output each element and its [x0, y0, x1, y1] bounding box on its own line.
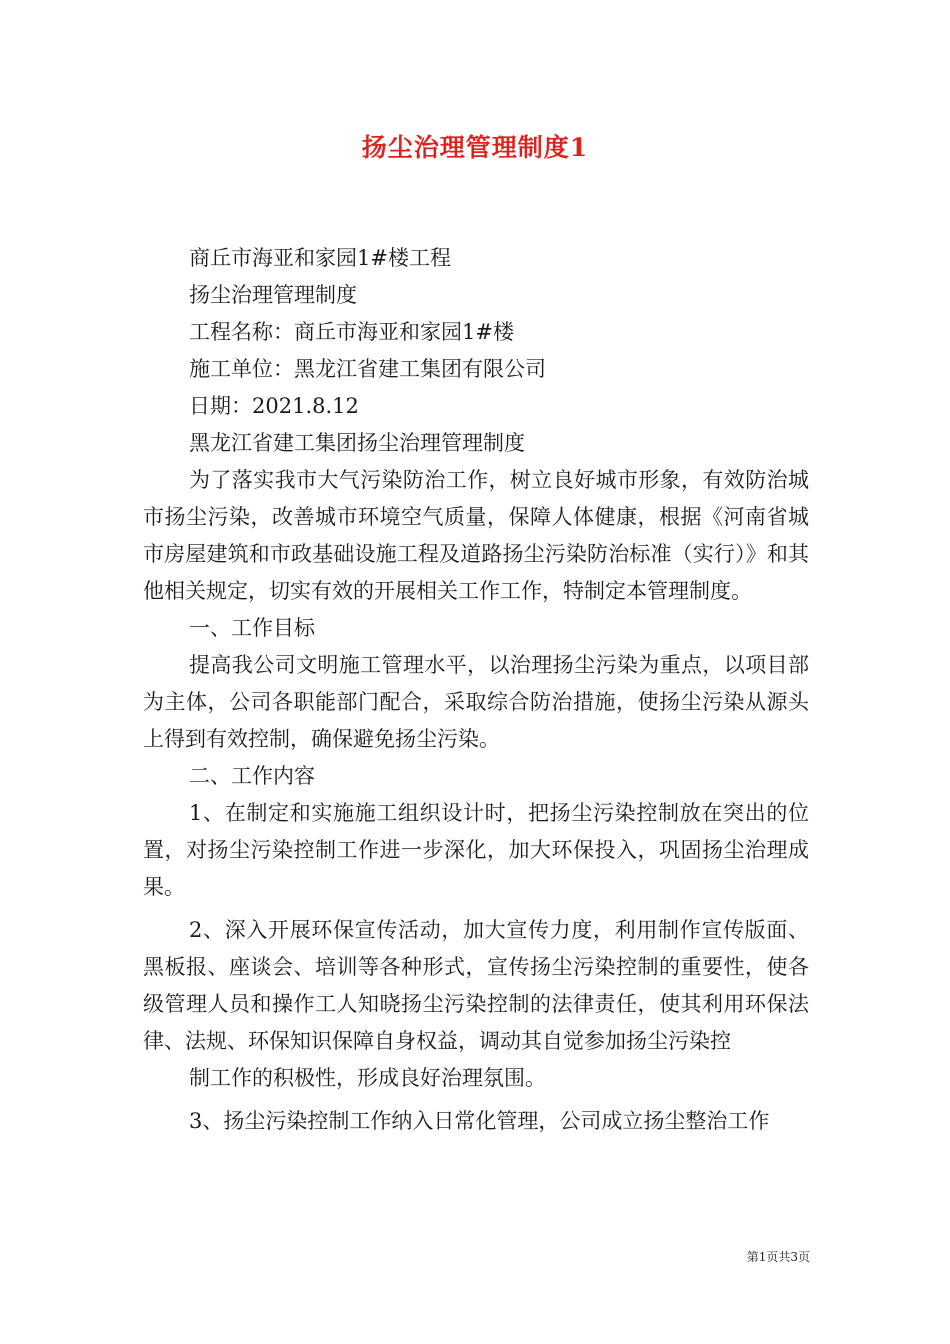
item-1: 1、在制定和实施施工组织设计时，把扬尘污染控制放在突出的位置，对扬尘污染控制工作进一步深化，加大环保投入，巩固扬尘治理成果。 — [143, 801, 809, 899]
document-date: 日期：2021.8.12 — [189, 394, 359, 418]
section1-body: 提高我公司文明施工管理水平，以治理扬尘污染为重点，以项目部为主体，公司各职能部门配合，采取综合防治措施，使扬尘污染从源头上得到有效控制，确保避免扬尘污染。 — [143, 653, 809, 751]
item-2-continuation: 制工作的积极性，形成良好治理氛围。 — [189, 1066, 546, 1090]
project-line: 商丘市海亚和家园1#楼工程 — [189, 246, 451, 270]
section1-heading: 一、工作目标 — [189, 616, 315, 640]
page-number: 第1页共3页 — [746, 1250, 810, 1264]
item-3: 3、扬尘污染控制工作纳入日常化管理，公司成立扬尘整治工作 — [189, 1109, 770, 1133]
project-name: 工程名称：商丘市海亚和家园1#楼 — [189, 320, 514, 344]
document-title: 扬尘治理管理制度1 — [361, 133, 589, 162]
contractor: 施工单位：黑龙江省建工集团有限公司 — [189, 357, 546, 381]
item-2: 2、深入开展环保宣传活动，加大宣传力度，利用制作宣传版面、黑板报、座谈会、培训等各种形式，宣传扬尘污染控制的重要性，使各级管理人员和操作工人知晓扬尘污染控制的法律责任，使其利用环保法律、法规、环保知识保障自身权益，调动其自觉参加扬尘污染控 — [143, 918, 809, 1053]
intro-paragraph: 为了落实我市大气污染防治工作，树立良好城市形象，有效防治城市扬尘污染，改善城市环境空气质量，保障人体健康，根据《河南省城市房屋建筑和市政基础设施工程及道路扬尘污染防治标准（实行）》和其他相关规定，切实有效的开展相关工作工作，特制定本管理制度。 — [143, 468, 809, 603]
document-subtitle: 扬尘治理管理制度 — [189, 283, 357, 307]
document-body — [143, 240, 809, 1140]
section2-heading: 二、工作内容 — [189, 764, 315, 788]
regulation-heading: 黑龙江省建工集团扬尘治理管理制度 — [189, 431, 525, 455]
